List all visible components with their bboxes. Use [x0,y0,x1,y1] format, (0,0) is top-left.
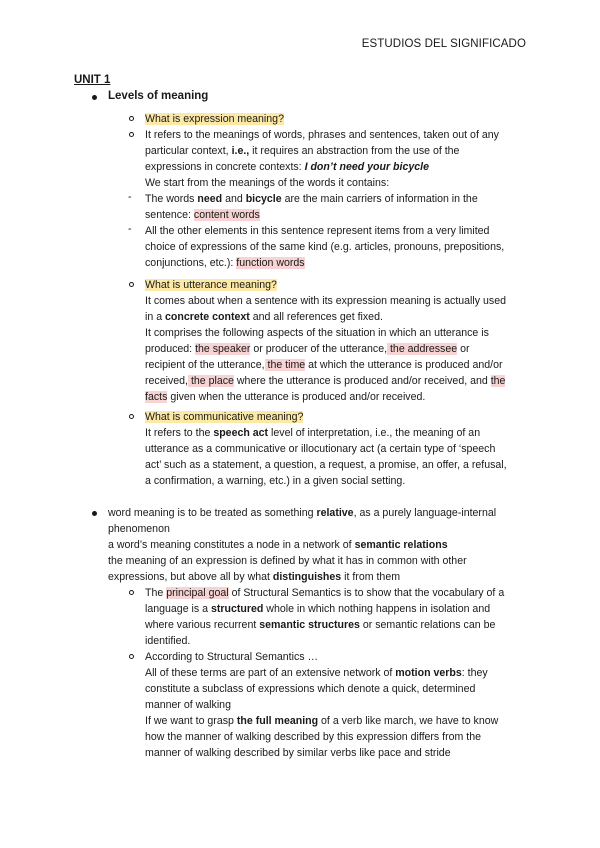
bold-text: speech act [213,427,269,439]
text-run: word meaning is to be treated as something [108,507,317,519]
bullet-ring [129,590,134,595]
text-line: It comes about when a sentence with its expression meaning is actually used [145,295,506,307]
bold-text: distinguishes [272,571,342,583]
text-line: It refers to the meanings of words, phrases and sentences, taken out of any [145,129,499,141]
text-run: produced: [145,343,196,355]
text-line: According to Structural Semantics … [145,651,319,663]
text-run: or semantic relations can be [359,619,496,631]
bullet-filled [92,511,97,516]
dash-marker: - [128,223,132,235]
dash-marker: - [128,191,132,203]
text-run: in a [145,311,166,323]
text-line: the meaning of an expression is defined by what it has in common with other [108,555,467,567]
text-run: where the utterance is produced and/or received, and [233,375,491,387]
text-line [108,569,400,585]
text-line [145,309,383,325]
text-run: or [457,343,470,355]
bold-text: need [197,193,223,205]
text-line: how the manner of walking described by this expression differs from the [145,731,482,743]
text-line: act’ such as a statement, a question, a request, a promise, an offer, a refusal, [145,459,507,471]
text-line: identified. [145,635,191,647]
text-run: given when the utterance is produced and/or received. [167,391,426,403]
highlight-question: What is utterance meaning? [145,279,277,291]
text-run: it from them [341,571,401,583]
bullet-filled [92,95,97,100]
text-run: : they [461,667,488,679]
text-run: a word’s meaning constitutes a node in a network of [108,539,355,551]
text-run: sentence: [145,209,194,221]
text-run: where various recurrent [145,619,260,631]
bullet-ring [129,654,134,659]
text-run: recipient of the utterance, [145,359,265,371]
text-run: at which the utterance is produced and/or [305,359,503,371]
text-line [108,537,448,553]
text-run: level of interpretation, i.e., the meaning of an [268,427,481,439]
bullet-ring [129,414,134,419]
text-line [145,341,470,357]
text-run: language is a [145,603,211,615]
text-line [145,159,429,175]
highlight-term: the time [264,359,306,371]
section-title: Levels of meaning [108,90,209,102]
text-run: If we want to grasp [145,715,237,727]
bold-text: bicycle [245,193,282,205]
text-line: choice of expressions of the same kind (e.g. articles, pronouns, prepositions, [145,241,505,253]
text-run: All of these terms are part of an extensive network of [145,667,396,679]
unit-heading: UNIT 1 [74,74,111,86]
highlight-term: the addressee [387,343,458,355]
highlight-term: content words [193,209,260,221]
text-run: of a verb like march, we have to know [318,715,499,727]
text-run: expressions, but above all by what [108,571,273,583]
bold-text: concrete context [165,311,250,323]
text-line [145,665,488,681]
text-line: We start from the meanings of the words it contains: [145,177,390,189]
text-line [145,191,478,207]
bold-text: semantic relations [354,539,448,551]
text-run: it requires an abstraction from the use of the [249,145,460,157]
text-line: manner of walking described by similar verbs like pace and stride [145,747,451,759]
text-line [145,389,425,405]
question-expression [145,111,284,127]
question-utterance [145,277,277,293]
text-line [145,357,503,373]
bold-text: motion verbs [395,667,462,679]
text-line [145,713,498,729]
highlight-term: the speaker [195,343,251,355]
text-line [145,255,305,271]
highlight-term: function words [236,257,305,269]
text-run: conjunctions, etc.): [145,257,237,269]
text-run: The words [145,193,198,205]
bullet-ring [129,132,134,137]
text-line [145,373,505,389]
highlight-question: What is communicative meaning? [145,411,304,423]
text-run: expressions in concrete contexts: [145,161,305,173]
text-line: All the other elements in this sentence represent items from a very limited [145,225,490,237]
text-run: It refers to the [145,427,214,439]
text-line: a confirmation, a warning, etc.) in a given social setting. [145,475,406,487]
text-run: whole in which nothing happens in isolation and [263,603,491,615]
text-line: It comprises the following aspects of the situation in which an utterance is [145,327,489,339]
highlight-question: What is expression meaning? [145,113,284,125]
text-run: are the main carriers of information in the [281,193,478,205]
text-line: manner of walking [145,699,231,711]
text-run: and [222,193,246,205]
bold-text: semantic structures [259,619,360,631]
example-sentence: I don’t need your bicycle [304,161,429,173]
text-line: phenomenon [108,523,170,535]
highlight-term: principal goal [166,587,229,599]
text-line [145,601,490,617]
highlight-term: the [490,375,506,387]
bold-text: i.e., [231,145,250,157]
highlight-term: the place [188,375,234,387]
text-run: or producer of the utterance, [250,343,388,355]
text-run: and all references get fixed. [249,311,383,323]
text-line [145,585,504,601]
running-header: ESTUDIOS DEL SIGNIFICADO [361,38,526,50]
text-run: The [145,587,167,599]
bullet-ring [129,116,134,121]
text-line [108,505,496,521]
bold-text: the full meaning [236,715,319,727]
text-line [145,425,480,441]
text-run: , as a purely language-internal [353,507,497,519]
text-line [145,207,260,223]
question-communicative [145,409,303,425]
bold-text: relative [316,507,354,519]
text-line: constitute a subclass of expressions which denote a quick, determined [145,683,476,695]
text-run: particular context, [145,145,232,157]
bullet-ring [129,282,134,287]
text-line [145,617,495,633]
highlight-term: facts [145,391,168,403]
text-line [145,143,459,159]
text-line: utterance as a communicative or illocutionary act (a certain type of ‘speech [145,443,496,455]
text-run: received, [145,375,188,387]
text-run: of Structural Semantics is to show that the vocabulary of a [228,587,505,599]
bold-text: structured [210,603,264,615]
